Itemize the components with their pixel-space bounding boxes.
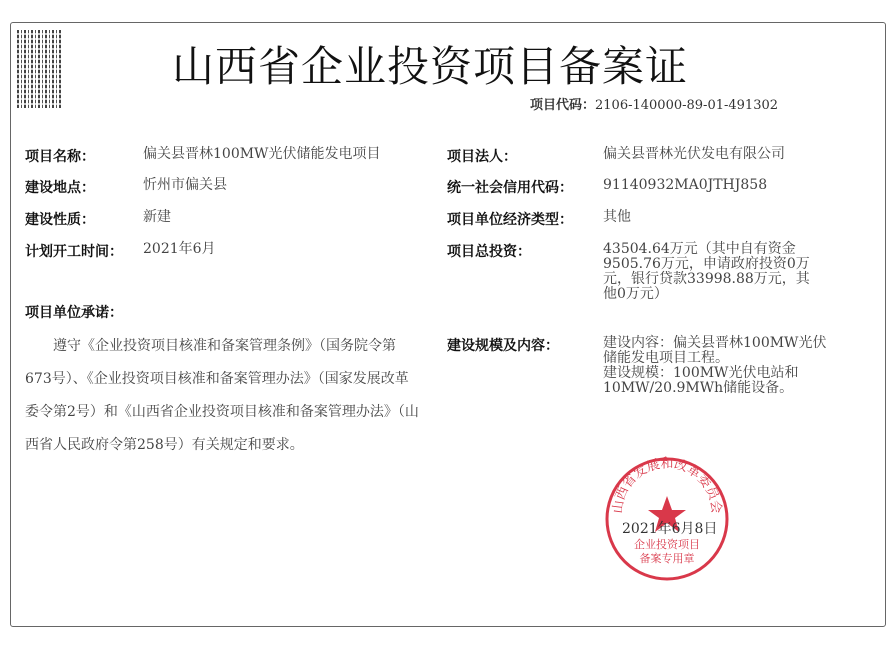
field-label: 项目单位经济类型： <box>447 212 573 228</box>
qr-code <box>17 30 63 108</box>
scope-content: 建设内容：偏关县晋林100MW光伏储能发电项目工程。 <box>603 335 827 366</box>
field-value: 91140932MA0JTHJ858 <box>603 177 768 193</box>
field-value: 43504.64万元（其中自有资金9505.76万元，申请政府投资0万元，银行贷款33998.88万元，其他0万元） <box>603 241 810 302</box>
commitment-text: 遵守《企业投资项目核准和备案管理条例》（国务院令第673号）、《企业投资项目核准和备案管理办法》（国家发展改革委令第2号）和《山西省企业投资项目核准和备案管理办法》（山西省人民政府令第258号）有关规定和要求。 <box>25 338 419 453</box>
field-value: 2021年6月 <box>143 241 216 257</box>
field-label: 统一社会信用代码： <box>447 180 573 196</box>
seal-inner-text: 企业投资项目 <box>634 538 700 551</box>
project-code-value: 2106-140000-89-01-491302 <box>595 98 779 113</box>
scope-label: 建设规模及内容： <box>447 338 559 354</box>
project-code-label: 项目代码： <box>530 98 596 113</box>
field-label: 项目法人： <box>447 149 517 165</box>
project-code <box>530 94 778 113</box>
issue-date: 2021年6月8日 <box>622 521 718 537</box>
seal-outer-text: 山西省发展和改革委员会 <box>610 456 724 515</box>
field-label: 建设性质： <box>25 212 95 228</box>
field-value: 偏关县晋林光伏发电有限公司 <box>603 146 785 162</box>
field-label: 项目名称： <box>25 149 95 165</box>
field-value: 偏关县晋林100MW光伏储能发电项目 <box>143 146 381 162</box>
field-value: 新建 <box>143 209 171 225</box>
field-value: 其他 <box>603 209 631 225</box>
field-label: 建设地点： <box>25 180 95 196</box>
field-label: 计划开工时间： <box>25 244 123 260</box>
certificate-title: 山西省企业投资项目备案证 <box>172 42 689 91</box>
commitment-label: 项目单位承诺： <box>25 305 123 321</box>
seal-inner-text: 备案专用章 <box>639 552 695 565</box>
scope-scale: 建设规模：100MW光伏电站和10MW/20.9MWh储能设备。 <box>603 365 799 396</box>
field-value: 忻州市偏关县 <box>143 177 227 193</box>
field-label: 项目总投资： <box>447 244 531 260</box>
